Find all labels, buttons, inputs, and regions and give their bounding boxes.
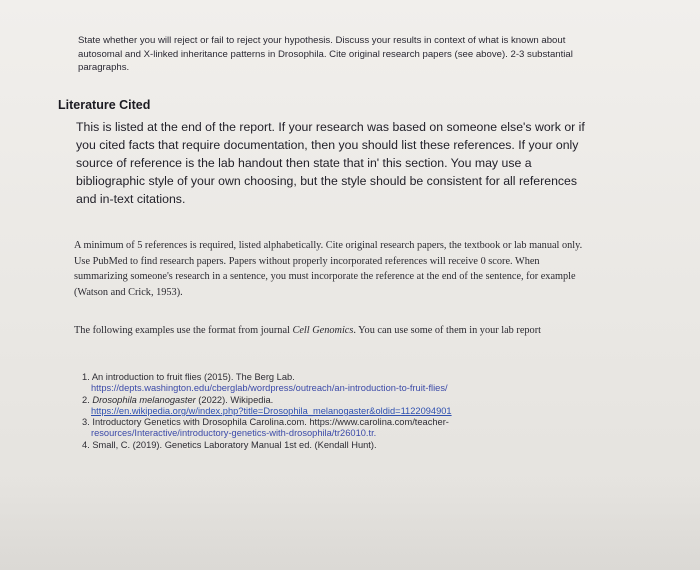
journal-name: Cell Genomics bbox=[292, 325, 354, 336]
reference-number: 3. bbox=[82, 417, 90, 428]
reference-item bbox=[82, 440, 602, 451]
reference-number: 2. bbox=[82, 394, 90, 405]
reference-text: An introduction to fruit flies (2015). The Berg Lab. bbox=[91, 372, 295, 382]
reference-text: Small, C. (2019). Genetics Laboratory Manual 1st ed. (Kendall Hunt). bbox=[92, 439, 377, 450]
examples-intro bbox=[74, 323, 594, 339]
reference-text: Introductory Genetics with Drosophila Carolina.com. https://www.carolina.com/teacher- bbox=[92, 417, 449, 428]
reference-text: (2022). Wikipedia. bbox=[195, 394, 274, 405]
reference-item bbox=[82, 372, 602, 395]
reference-requirements: A minimum of 5 references is required, listed alphabetically. Cite original research papers, the textbook or lab manual only. Use PubMed to find research papers. Papers without properly incorporated references will receive 0 score. When summarizing someone's research in a sentence, you must incorporate the reference at the end of the sentence, for example (Watson and Crick, 1953). bbox=[74, 240, 583, 299]
reference-link[interactable]: resources/Interactive/introductory-genetics-with-drosophila/tr26010.tr. bbox=[91, 428, 377, 439]
examples-intro-after: . You can use some of them in your lab report bbox=[353, 325, 541, 336]
literature-cited-heading: Literature Cited bbox=[58, 98, 151, 112]
reference-number: 1. bbox=[82, 372, 90, 382]
examples-intro-before: The following examples use the format from journal bbox=[74, 325, 293, 336]
reference-number: 4. bbox=[82, 439, 90, 450]
reference-link[interactable]: https://en.wikipedia.org/w/index.php?title=Drosophila_melanogaster&oldid=1122094901 bbox=[91, 405, 452, 416]
reference-item bbox=[82, 417, 602, 440]
discussion-text: State whether you will reject or fail to reject your hypothesis. Discuss your results in context of what is known about autosomal and X-linked inheritance patterns in Drosophila. Cite original research papers (see above). 2-3 substantial paragraphs. bbox=[78, 35, 573, 73]
discussion-instructions bbox=[78, 34, 578, 75]
reference-link[interactable]: https://depts.washington.edu/cberglab/wordpress/outreach/an-introduction-to-fruit-flies/ bbox=[91, 383, 448, 394]
scan-shading bbox=[0, 480, 700, 570]
reference-item bbox=[82, 395, 602, 418]
reference-list bbox=[82, 372, 602, 451]
literature-cited-body: This is listed at the end of the report. If your research was based on someone else's work or if you cited facts that require documentation, then you should list these references. If your only source of reference is the lab handout then state that in' this section. You may use a bibliographic style of your own choosing, but the style should be consistent for all references and in-text citations. bbox=[76, 120, 585, 207]
reference-title: Drosophila melanogaster bbox=[92, 394, 196, 405]
